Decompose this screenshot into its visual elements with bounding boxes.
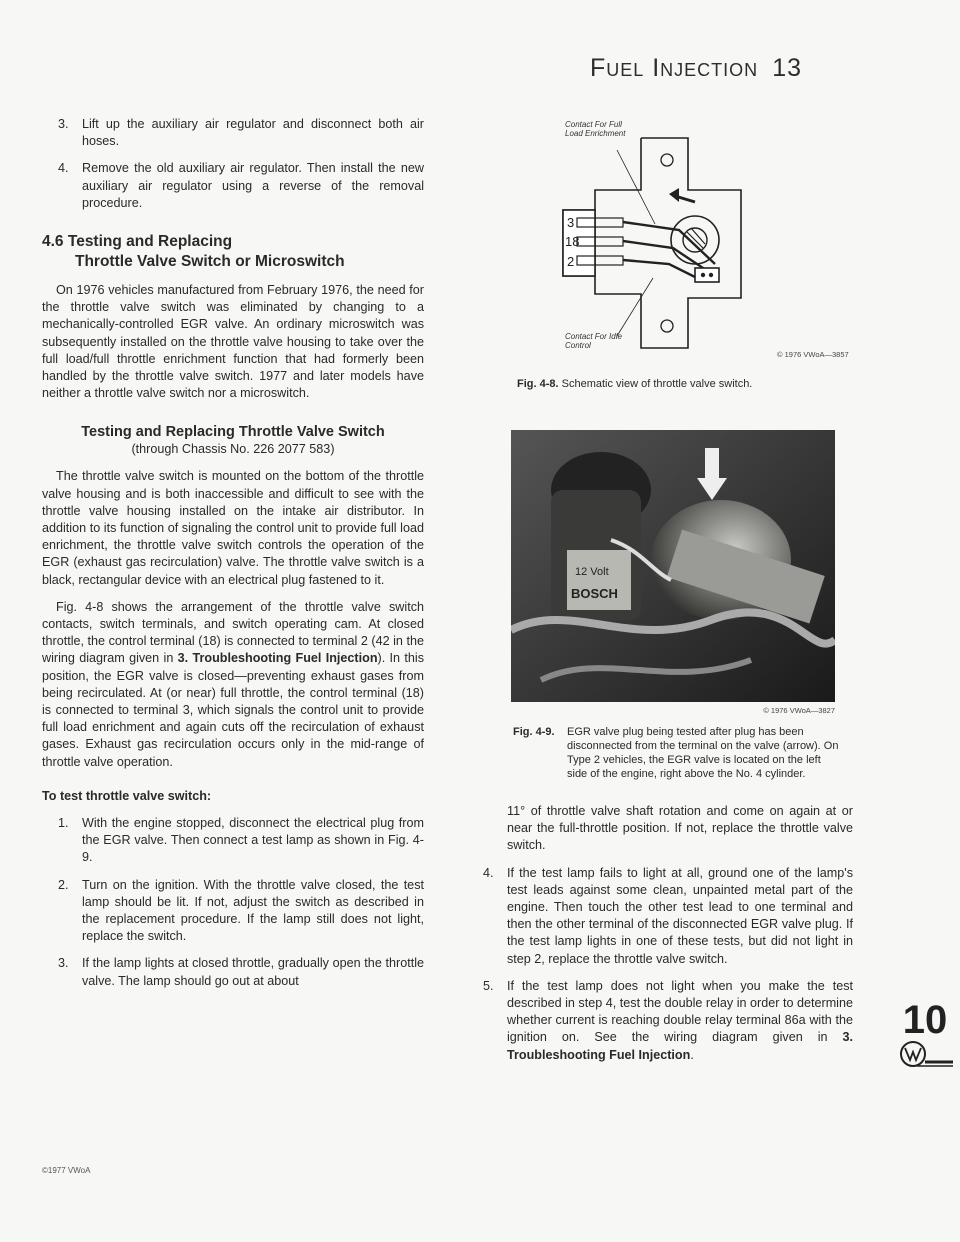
mounting-hole (661, 320, 673, 332)
paragraph: 11° of throttle valve shaft rotation and come on again at or near the full-throttle position. If not, replace the throttle valve switch. (507, 804, 853, 853)
right-column (483, 118, 853, 1074)
figure-credit: © 1976 VWoA—3857 (777, 350, 849, 359)
list-item: 4. If the test lamp fails to light at all, ground one of the lamp's test leads against some clean, unpainted metal part of the engine. Then touch the other test lead to one terminal and then the other terminal of the disconnected EGR valve plug. If the test lamp lights in one of these tests, but did not light in step 2, replace the throttle valve switch. (483, 865, 853, 966)
left-column (42, 116, 424, 1000)
subsection-heading: Testing and Replacing Throttle Valve Switch (81, 424, 385, 441)
page-number: 13 (772, 54, 802, 82)
cross-reference: 3. Troubleshooting Fuel Injection (507, 1030, 853, 1062)
chapter-number: 10 (902, 998, 948, 1042)
terminal-label: 3 (567, 215, 575, 230)
photo-label: 12 Volt (575, 566, 609, 578)
figure-caption: Fig. 4-8. Schematic view of throttle valve switch. (517, 378, 753, 390)
list-item: 4. Remove the old auxiliary air regulator. Then install the new auxiliary air regulator using a reverse of the removal procedure. (58, 161, 424, 210)
throttle-switch-schematic (483, 118, 853, 368)
terminal-label: 18 (565, 234, 580, 249)
figure-credit: © 1976 VWoA—3827 (763, 706, 835, 715)
figure-4-9 (511, 430, 835, 702)
copyright-footer: ©1977 VWoA (42, 1166, 91, 1175)
list-item: 3. If the lamp lights at closed throttle, gradually open the throttle valve. The lamp should go out at about (58, 956, 424, 988)
paragraph: The throttle valve switch is mounted on the bottom of the throttle valve housing and is both inaccessible and difficult to see with the throttle valve housing installed on the intake air distributor. In addition to its function of signaling the control unit to provide full load enrichment, the throttle valve switch controls the operation of the EGR (exhaust gas recirculation) valve. The throttle valve switch is a black, rectangular device with an electrical plug fastened to it. (42, 469, 424, 587)
page-header (590, 54, 860, 83)
list-item: 1. With the engine stopped, disconnect the electrical plug from the EGR valve. Then connect a test lamp as shown in Fig. 4-9. (58, 815, 424, 865)
chapter-badge (895, 1000, 955, 1075)
list-item: 3. Lift up the auxiliary air regulator and disconnect both air hoses. (58, 117, 424, 149)
paragraph: On 1976 vehicles manufactured from February 1976, the need for the throttle valve switch was eliminated by changing to a mechanically-controlled EGR valve. An ordinary microswitch was subsequently installed on the throttle valve housing to take over the full load/full throttle enrichment function that had formerly been handled by the throttle valve switch. 1977 and later models have neither a throttle valve switch nor a microswitch. (42, 283, 424, 401)
figure-4-8 (483, 118, 853, 368)
procedure-heading: To test throttle valve switch: (42, 788, 212, 803)
egr-valve-photo (511, 430, 835, 702)
right-text (483, 803, 853, 1064)
section-heading: 4.6 Testing and Replacing Throttle Valve Switch or Microswitch (42, 233, 345, 271)
annotation-idle: Contact For Idle Control (565, 332, 622, 350)
terminal-label: 2 (567, 254, 575, 269)
annotation-full-load: Contact For Full Load Enrichment (565, 120, 626, 138)
figure-caption: Fig. 4-9. EGR valve plug being tested after plug has been disconnected from the terminal on the valve (arrow). On Type 2 vehicles, the EGR valve is located on the left side of the engine, right above the No. 4 cylinder. (513, 726, 839, 780)
vw-logo-icon (897, 1040, 953, 1070)
paragraph: Fig. 4-8 shows the arrangement of the throttle valve switch contacts, switch terminals, and switch operating cam. At closed throttle, the control terminal (18) is connected to terminal 2 (42 in the wiring diagram given in 3. Troubleshooting Fuel Injection). In this position, the EGR valve is closed—preventing exhaust gases from being recirculated. At (or near) full throttle, the control terminal (18) is connected to terminal 3, which signals the control unit to provide full load enrichment and again cuts off the recirculation of exhaust gases. Exhaust gas recirculation occurs only in the mid-range of throttle valve operation. (42, 599, 424, 769)
list-item: 5. If the test lamp does not light when you make the test described in step 4, test the double relay in order to determine whether current is reaching double relay terminal 86a with the ignition on. See the wiring diagram given in 3. Troubleshooting Fuel Injection. (483, 978, 853, 1062)
mounting-hole (661, 154, 673, 166)
subsection-note: (through Chassis No. 226 2077 583) (131, 442, 335, 457)
cross-reference: 3. Troubleshooting Fuel Injection (177, 651, 378, 666)
list-item: 2. Turn on the ignition. With the throttle valve closed, the test lamp should be lit. If not, adjust the switch as described in the replacement procedure. If the lamp still does not light, replace the switch. (58, 877, 424, 944)
chapter-title: Fuel Injection (590, 54, 759, 82)
photo-label: BOSCH (571, 586, 618, 601)
